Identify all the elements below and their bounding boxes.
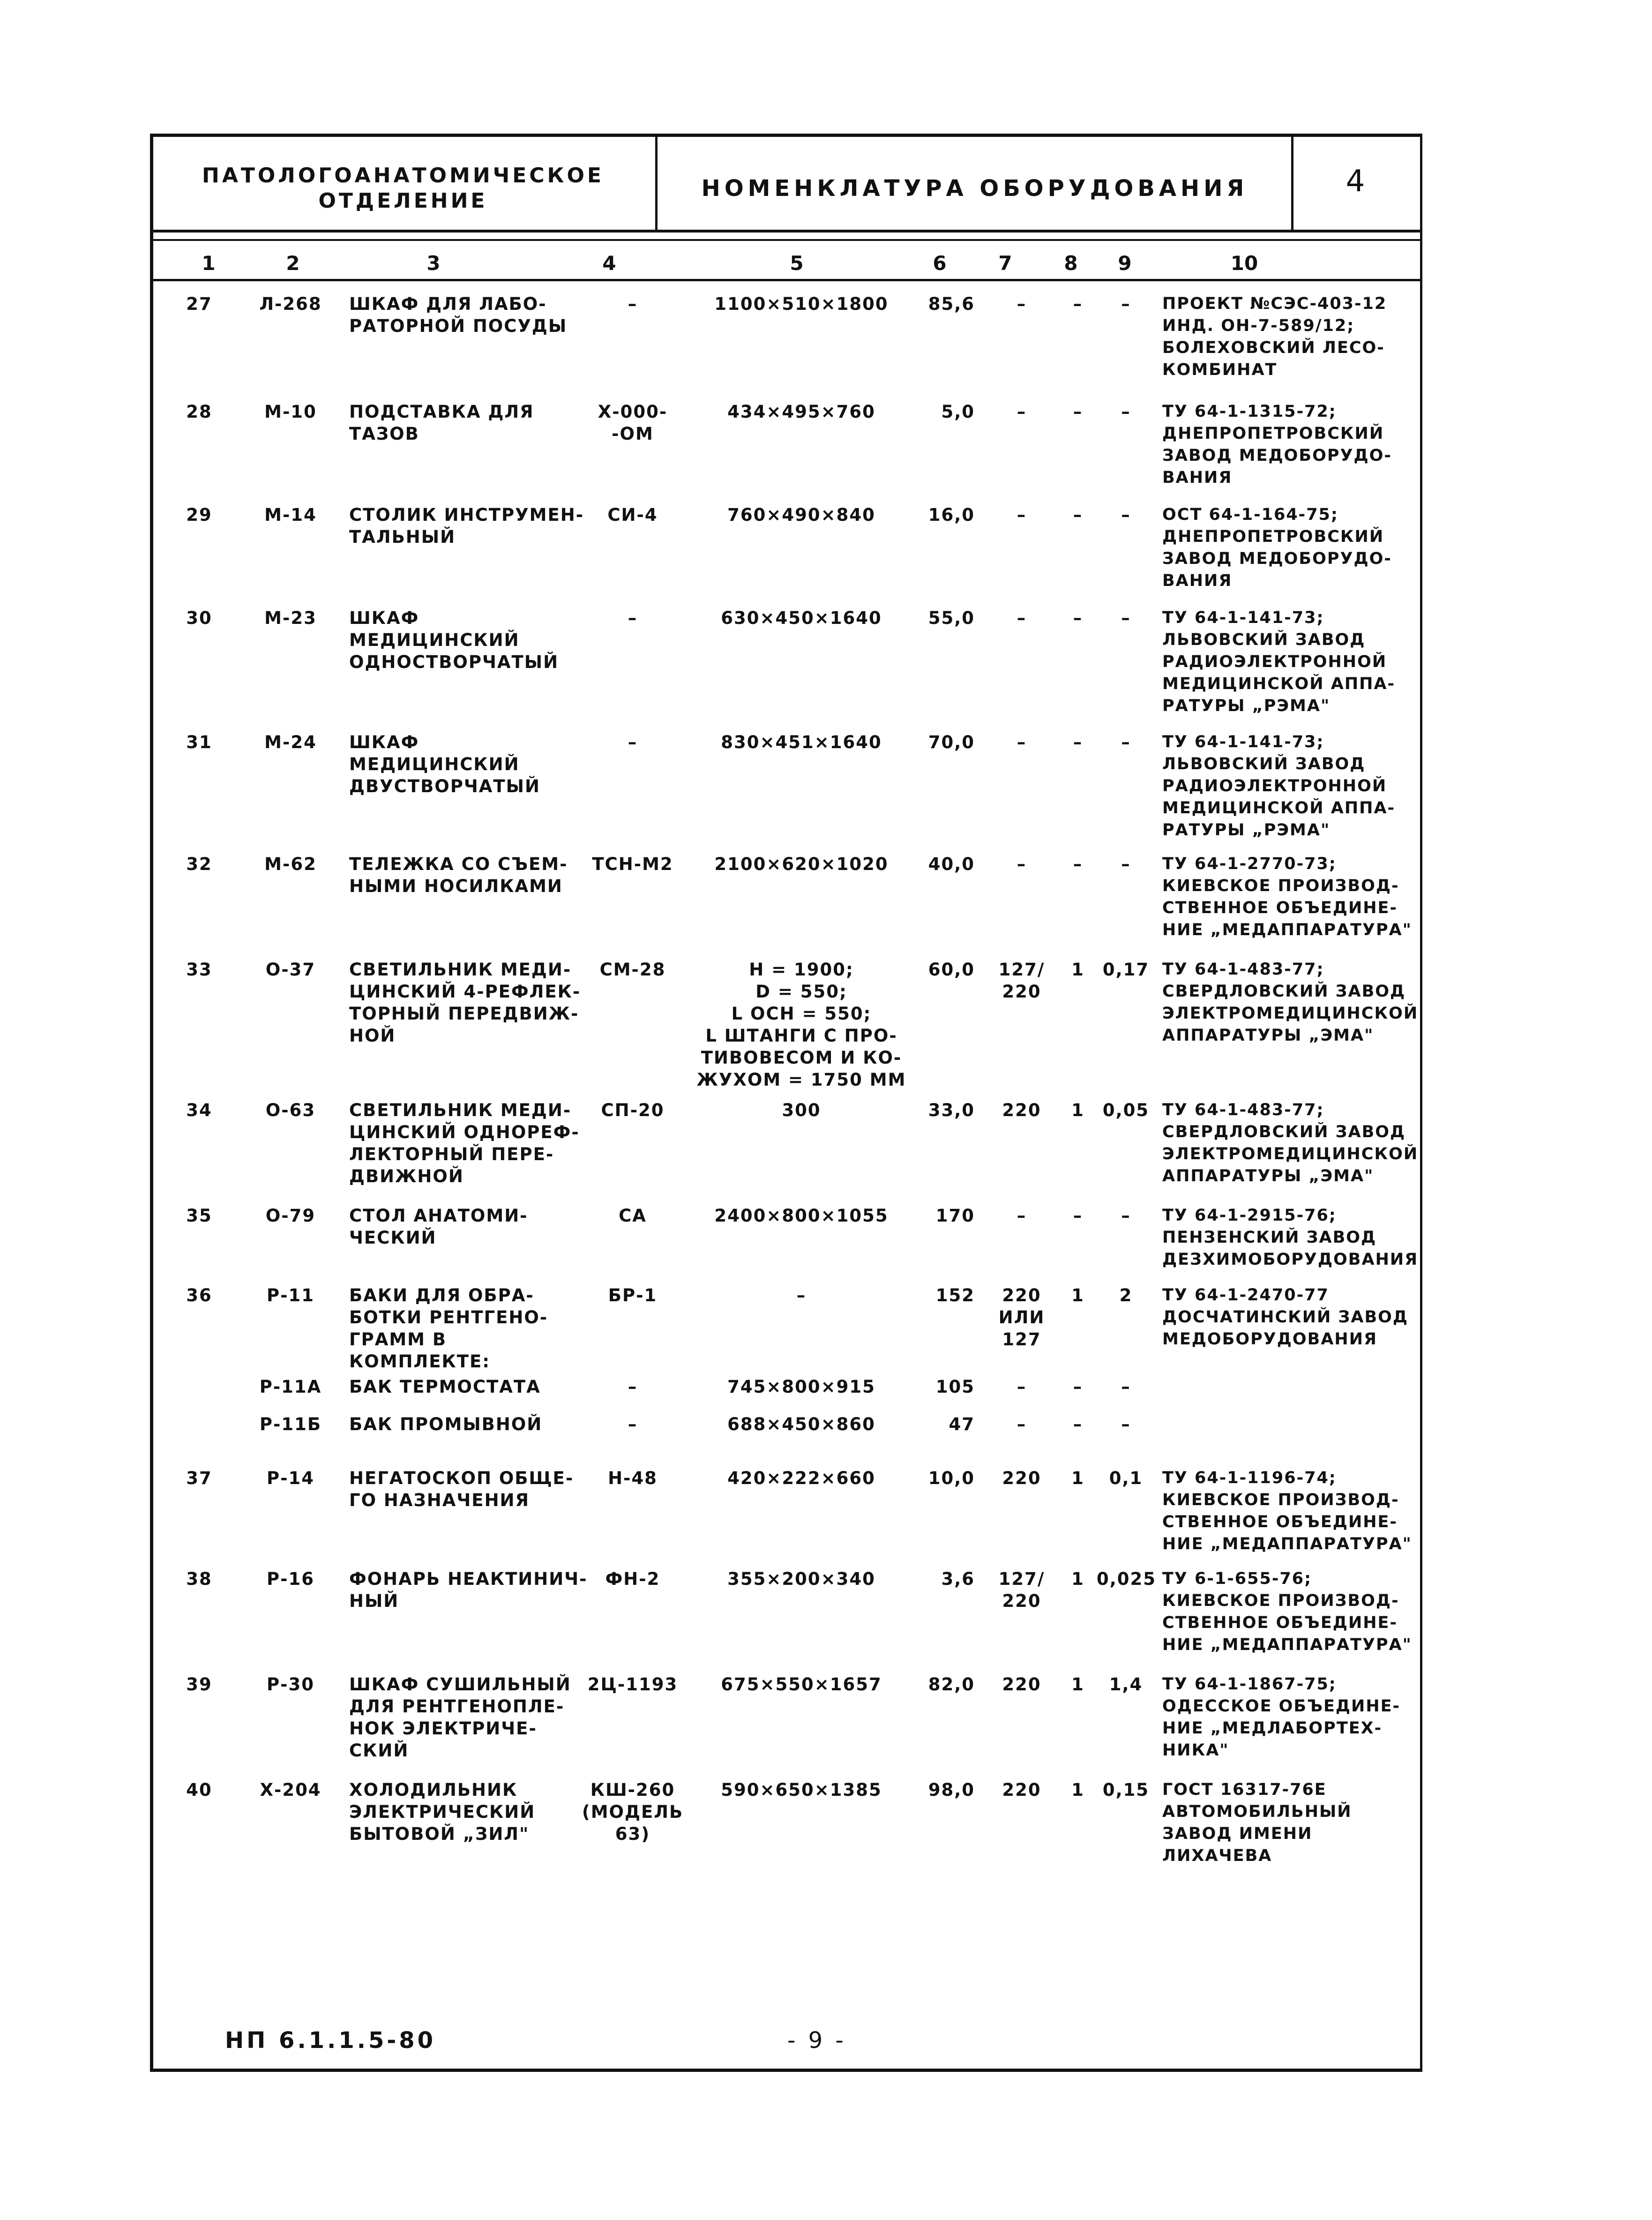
equipment-standard-manufacturer: ТУ 6-1-655-76; КИЕВСКОЕ ПРОИЗВОД- СТВЕННОЕ ОБЪЕДИНЕ- НИЕ „МЕДАППАРАТУРА"	[1162, 1569, 1412, 1654]
row-number: 40	[186, 1780, 212, 1800]
equipment-power: 0,17	[1102, 960, 1150, 980]
equipment-dimensions: 688×450×860	[727, 1414, 875, 1434]
row-number: 29	[186, 505, 212, 525]
equipment-name: ФОНАРЬ НЕАКТИНИЧ- НЫЙ	[349, 1569, 588, 1611]
equipment-mass: 16,0	[928, 505, 975, 525]
equipment-mass: 5,0	[941, 402, 975, 422]
equipment-code: Р-11Б	[259, 1414, 322, 1434]
equipment-voltage: 220	[1002, 1780, 1041, 1800]
equipment-code: М-14	[264, 505, 317, 525]
equipment-code: О-79	[265, 1206, 316, 1226]
column-numbers-divider	[150, 279, 1422, 281]
equipment-code: О-63	[265, 1100, 316, 1120]
page-footer-number: - 9 -	[787, 2027, 846, 2054]
equipment-name: НЕГАТОСКОП ОБЩЕ- ГО НАЗНАЧЕНИЯ	[349, 1468, 574, 1510]
equipment-voltage: 127/ 220	[998, 1569, 1045, 1611]
row-number: 33	[186, 960, 212, 980]
equipment-type: –	[628, 1377, 638, 1397]
equipment-power: –	[1121, 402, 1131, 422]
equipment-power: –	[1121, 732, 1131, 752]
equipment-dimensions: 300	[782, 1100, 821, 1120]
equipment-code: М-23	[264, 608, 317, 628]
column-number: 6	[933, 252, 947, 275]
equipment-power: –	[1121, 505, 1131, 525]
equipment-mass: 47	[949, 1414, 975, 1434]
equipment-code: М-62	[264, 854, 317, 874]
equipment-type: Н-48	[608, 1468, 658, 1488]
equipment-code: Х-204	[260, 1780, 321, 1800]
header-divider-double	[150, 239, 1422, 241]
equipment-voltage: –	[1017, 1206, 1027, 1226]
equipment-standard-manufacturer: ОСТ 64-1-164-75; ДНЕПРОПЕТРОВСКИЙ ЗАВОД МЕДОБОРУДО- ВАНИЯ	[1162, 505, 1392, 590]
equipment-voltage: 220	[1002, 1674, 1041, 1695]
equipment-dimensions: 745×800×915	[727, 1377, 875, 1397]
row-number: 37	[186, 1468, 212, 1488]
equipment-type: Х-000- -ОМ	[598, 402, 668, 444]
equipment-mass: 10,0	[928, 1468, 975, 1488]
document-title: НОМЕНКЛАТУРА ОБОРУДОВАНИЯ	[701, 175, 1248, 202]
equipment-dimensions: 675×550×1657	[721, 1674, 882, 1695]
equipment-voltage: –	[1017, 1377, 1027, 1397]
equipment-standard-manufacturer: ТУ 64-1-483-77; СВЕРДЛОВСКИЙ ЗАВОД ЭЛЕКТРОМЕДИЦИНСКОЙ АППАРАТУРЫ „ЭМА"	[1162, 960, 1419, 1045]
equipment-mass: 40,0	[928, 854, 975, 874]
equipment-name: ТЕЛЕЖКА СО СЪЕМ- НЫМИ НОСИЛКАМИ	[349, 854, 568, 896]
equipment-power: 1,4	[1109, 1674, 1143, 1695]
equipment-name: БАКИ ДЛЯ ОБРА- БОТКИ РЕНТГЕНО- ГРАММ В КОМПЛЕКТЕ:	[349, 1285, 548, 1372]
equipment-power: 0,05	[1102, 1100, 1150, 1120]
equipment-code: Р-16	[267, 1569, 314, 1589]
equipment-phases: 1	[1071, 1285, 1084, 1305]
equipment-name: СВЕТИЛЬНИК МЕДИ- ЦИНСКИЙ ОДНОРЕФ- ЛЕКТОРНЫЙ ПЕРЕ- ДВИЖНОЙ	[349, 1100, 580, 1186]
equipment-power: –	[1121, 608, 1131, 628]
document-code: НП 6.1.1.5-80	[225, 2027, 436, 2054]
equipment-mass: 82,0	[928, 1674, 975, 1695]
equipment-phases: –	[1073, 608, 1083, 628]
column-number: 4	[602, 252, 616, 275]
row-number: 34	[186, 1100, 212, 1120]
equipment-dimensions: 830×451×1640	[721, 732, 882, 752]
equipment-power: 0,1	[1109, 1468, 1143, 1488]
equipment-standard-manufacturer: ТУ 64-1-2470-77 ДОСЧАТИНСКИЙ ЗАВОД МЕДОБОРУДОВАНИЯ	[1162, 1286, 1409, 1349]
equipment-name: СТОЛИК ИНСТРУМЕН- ТАЛЬНЫЙ	[349, 505, 584, 547]
equipment-dimensions: 420×222×660	[727, 1468, 875, 1488]
equipment-power: –	[1121, 1206, 1131, 1226]
header-separator-2	[1291, 134, 1293, 232]
equipment-name: СТОЛ АНАТОМИ- ЧЕСКИЙ	[349, 1206, 528, 1248]
row-number: 28	[186, 402, 212, 422]
equipment-mass: 85,6	[928, 294, 975, 314]
equipment-code: О-37	[265, 960, 316, 980]
equipment-code: М-10	[264, 402, 317, 422]
equipment-mass: 170	[935, 1206, 975, 1226]
equipment-standard-manufacturer: ТУ 64-1-1867-75; ОДЕССКОЕ ОБЪЕДИНЕ- НИЕ „МЕДЛАБОРТЕХ- НИКА"	[1162, 1675, 1401, 1760]
equipment-dimensions: 2100×620×1020	[714, 854, 889, 874]
equipment-name: ШКАФ СУШИЛЬНЫЙ ДЛЯ РЕНТГЕНОПЛЕ- НОК ЭЛЕКТРИЧЕ- СКИЙ	[349, 1674, 571, 1761]
equipment-type: –	[628, 294, 638, 314]
column-number: 10	[1230, 252, 1258, 275]
row-number: 35	[186, 1206, 212, 1226]
row-number: 30	[186, 608, 212, 628]
equipment-voltage: 127/ 220	[998, 960, 1045, 1002]
department-title: ПАТОЛОГОАНАТОМИЧЕСКОЕ ОТДЕЛЕНИЕ	[202, 164, 604, 213]
equipment-dimensions: 1100×510×1800	[714, 294, 889, 314]
row-number: 36	[186, 1285, 212, 1305]
equipment-dimensions: 355×200×340	[727, 1569, 875, 1589]
column-number: 3	[426, 252, 441, 275]
equipment-phases: –	[1073, 1377, 1083, 1397]
column-number: 8	[1064, 252, 1078, 275]
equipment-code: Л-268	[259, 294, 322, 314]
equipment-type: СМ-28	[599, 960, 666, 980]
equipment-standard-manufacturer: ТУ 64-1-1315-72; ДНЕПРОПЕТРОВСКИЙ ЗАВОД МЕДОБОРУДО- ВАНИЯ	[1162, 402, 1392, 487]
column-number: 5	[790, 252, 804, 275]
equipment-mass: 33,0	[928, 1100, 975, 1120]
equipment-phases: –	[1073, 1206, 1083, 1226]
equipment-voltage: –	[1017, 294, 1027, 314]
equipment-power: 0,15	[1102, 1780, 1150, 1800]
row-number: 27	[186, 294, 212, 314]
equipment-standard-manufacturer: ТУ 64-1-2915-76; ПЕНЗЕНСКИЙ ЗАВОД ДЕЗХИМОБОРУДОВАНИЯ	[1162, 1206, 1419, 1269]
header-divider	[150, 230, 1422, 232]
column-number: 9	[1118, 252, 1132, 275]
equipment-power: –	[1121, 294, 1131, 314]
row-number: 31	[186, 732, 212, 752]
equipment-voltage: 220	[1002, 1468, 1041, 1488]
row-number: 38	[186, 1569, 212, 1589]
equipment-standard-manufacturer: ТУ 64-1-483-77; СВЕРДЛОВСКИЙ ЗАВОД ЭЛЕКТРОМЕДИЦИНСКОЙ АППАРАТУРЫ „ЭМА"	[1162, 1101, 1419, 1185]
equipment-code: Р-11А	[259, 1377, 322, 1397]
equipment-mass: 98,0	[928, 1780, 975, 1800]
equipment-standard-manufacturer: ТУ 64-1-141-73; ЛЬВОВСКИЙ ЗАВОД РАДИОЭЛЕКТРОННОЙ МЕДИЦИНСКОЙ АППА- РАТУРЫ „РЭМА"	[1162, 733, 1396, 840]
equipment-dimensions: 590×650×1385	[721, 1780, 882, 1800]
column-number: 1	[202, 252, 216, 275]
equipment-dimensions: –	[796, 1285, 807, 1305]
equipment-type: 2Ц-1193	[587, 1674, 678, 1695]
equipment-voltage: 220 ИЛИ 127	[998, 1285, 1045, 1350]
equipment-dimensions: Н = 1900; D = 550; L ОСН = 550; L ШТАНГИ С ПРО- ТИВОВЕСОМ И КО- ЖУХОМ = 1750 ММ	[696, 960, 906, 1090]
row-number: 39	[186, 1674, 212, 1695]
equipment-type: –	[628, 1414, 638, 1434]
equipment-power: –	[1121, 854, 1131, 874]
equipment-type: ТСН-М2	[592, 854, 673, 874]
page-number-box: 4	[1346, 164, 1368, 199]
equipment-phases: –	[1073, 1414, 1083, 1434]
equipment-name: ШКАФ МЕДИЦИНСКИЙ ДВУСТВОРЧАТЫЙ	[349, 732, 540, 796]
equipment-dimensions: 760×490×840	[727, 505, 875, 525]
equipment-phases: 1	[1071, 1569, 1084, 1589]
equipment-name: ШКАФ МЕДИЦИНСКИЙ ОДНОСТВОРЧАТЫЙ	[349, 608, 559, 672]
equipment-dimensions: 2400×800×1055	[714, 1206, 889, 1226]
equipment-standard-manufacturer: ТУ 64-1-2770-73; КИЕВСКОЕ ПРОИЗВОД- СТВЕННОЕ ОБЪЕДИНЕ- НИЕ „МЕДАППАРАТУРА"	[1162, 855, 1412, 939]
equipment-voltage: –	[1017, 402, 1027, 422]
equipment-type: –	[628, 608, 638, 628]
equipment-standard-manufacturer: ТУ 64-1-1196-74; КИЕВСКОЕ ПРОИЗВОД- СТВЕННОЕ ОБЪЕДИНЕ- НИЕ „МЕДАППАРАТУРА"	[1162, 1469, 1412, 1553]
equipment-phases: –	[1073, 294, 1083, 314]
header-separator-1	[655, 134, 658, 232]
equipment-phases: –	[1073, 732, 1083, 752]
equipment-name: ХОЛОДИЛЬНИК ЭЛЕКТРИЧЕСКИЙ БЫТОВОЙ „ЗИЛ"	[349, 1780, 536, 1844]
equipment-mass: 60,0	[928, 960, 975, 980]
equipment-type: СИ-4	[607, 505, 658, 525]
equipment-type: СА	[619, 1206, 647, 1226]
equipment-power: 2	[1119, 1285, 1133, 1305]
equipment-name: ШКАФ ДЛЯ ЛАБО- РАТОРНОЙ ПОСУДЫ	[349, 294, 568, 336]
equipment-phases: 1	[1071, 1674, 1084, 1695]
equipment-name: БАК ТЕРМОСТАТА	[349, 1377, 541, 1397]
equipment-dimensions: 434×495×760	[727, 402, 875, 422]
equipment-standard-manufacturer: ПРОЕКТ №СЭС-403-12 ИНД. ОН-7-589/12; БОЛЕХОВСКИЙ ЛЕСО- КОМБИНАТ	[1162, 294, 1387, 379]
equipment-mass: 55,0	[928, 608, 975, 628]
equipment-code: Р-30	[267, 1674, 314, 1695]
column-number: 7	[998, 252, 1012, 275]
equipment-mass: 105	[935, 1377, 975, 1397]
equipment-voltage: –	[1017, 505, 1027, 525]
equipment-voltage: –	[1017, 608, 1027, 628]
equipment-phases: 1	[1071, 960, 1084, 980]
equipment-type: БР-1	[608, 1285, 658, 1305]
equipment-power: –	[1121, 1377, 1131, 1397]
equipment-phases: 1	[1071, 1780, 1084, 1800]
equipment-mass: 3,6	[941, 1569, 975, 1589]
equipment-type: СП-20	[601, 1100, 665, 1120]
equipment-name: ПОДСТАВКА ДЛЯ ТАЗОВ	[349, 402, 534, 444]
equipment-voltage: –	[1017, 1414, 1027, 1434]
equipment-name: СВЕТИЛЬНИК МЕДИ- ЦИНСКИЙ 4-РЕФЛЕК- ТОРНЫЙ ПЕРЕДВИЖ- НОЙ	[349, 960, 581, 1046]
equipment-voltage: –	[1017, 732, 1027, 752]
equipment-dimensions: 630×450×1640	[721, 608, 882, 628]
equipment-power: 0,025	[1097, 1569, 1157, 1589]
row-number: 32	[186, 854, 212, 874]
equipment-mass: 152	[935, 1285, 975, 1305]
equipment-type: –	[628, 732, 638, 752]
equipment-standard-manufacturer: ТУ 64-1-141-73; ЛЬВОВСКИЙ ЗАВОД РАДИОЭЛЕКТРОННОЙ МЕДИЦИНСКОЙ АППА- РАТУРЫ „РЭМА"	[1162, 608, 1396, 715]
equipment-mass: 70,0	[928, 732, 975, 752]
equipment-phases: –	[1073, 854, 1083, 874]
column-number: 2	[286, 252, 300, 275]
equipment-standard-manufacturer: ГОСТ 16317-76Е АВТОМОБИЛЬНЫЙ ЗАВОД ИМЕНИ ЛИХАЧЕВА	[1162, 1780, 1352, 1865]
equipment-code: М-24	[264, 732, 317, 752]
equipment-voltage: 220	[1002, 1100, 1041, 1120]
equipment-type: КШ-260 (МОДЕЛЬ 63)	[582, 1780, 684, 1844]
equipment-phases: –	[1073, 505, 1083, 525]
equipment-phases: –	[1073, 402, 1083, 422]
equipment-type: ФН-2	[605, 1569, 660, 1589]
equipment-name: БАК ПРОМЫВНОЙ	[349, 1414, 543, 1434]
equipment-code: Р-14	[267, 1468, 314, 1488]
equipment-voltage: –	[1017, 854, 1027, 874]
equipment-phases: 1	[1071, 1468, 1084, 1488]
equipment-code: Р-11	[267, 1285, 314, 1305]
equipment-power: –	[1121, 1414, 1131, 1434]
equipment-phases: 1	[1071, 1100, 1084, 1120]
